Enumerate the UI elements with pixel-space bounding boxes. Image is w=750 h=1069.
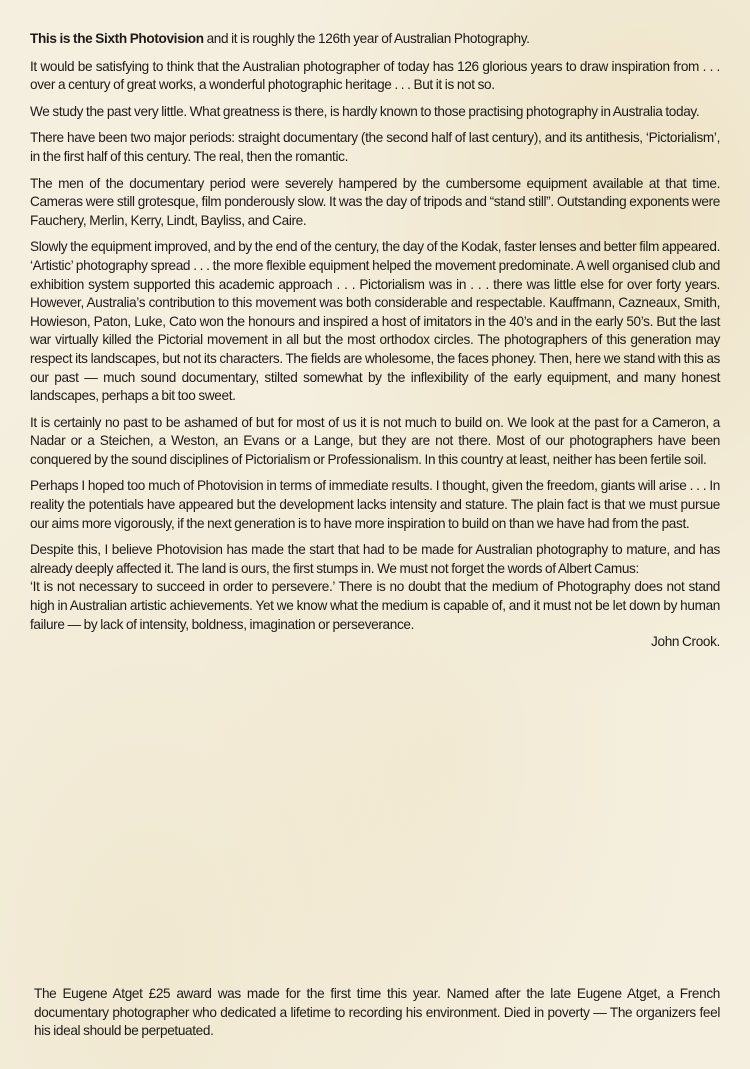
intro-bold-text: This is the Sixth Photovision [30,31,204,46]
intro-text: and it is roughly the 126th year of Australian Photography. [203,31,530,46]
footer-text: The Eugene Atget £25 award was made for the first time this year. Named after the late Eugene Atget, a French documentary photographer who dedicated a lifetime to recording his environment. Died in poverty — The organizers feel his ideal should be perpetuated. [34,986,720,1039]
quote-paragraph: ‘It is not necessary to succeed in order to persevere.’ There is no doubt that the medium of Photography does not stand high in Australian artistic achievements. Yet we know what the medium is capable of, and it must not be let down by human failure — by lack of intensity, boldness, imagination or perseverance. [30,579,720,632]
paragraph: Despite this, I believe Photovision has made the start that had to be made for Australian photography to mature, and has already deeply affected it. The land is ours, the first stumps in. We must not forget the words of Albert Camus: [30,542,720,576]
paragraph: We study the past very little. What greatness is there, is hardly known to those practising photography in Australia today. [30,103,700,119]
paragraph: Perhaps I hoped too much of Photovision in terms of immediate results. I thought, given the freedom, giants will arise . . . In reality the potentials have appeared but the development lacks intensity and stature. The plain fact is that we must pursue our aims more vigorously, if the next generation is to have more inspiration to build on than we have had from the past. [30,478,720,531]
intro-paragraph [30,30,720,49]
footer-note [34,985,720,1049]
paragraph: It is certainly no past to be ashamed of but for most of us it is not much to build on. We look at the past for a Cameron, a Nadar or a Steichen, a Weston, an Evans or a Lange, but they are not there. Most of our photographers have been conquered by the sound disciplines of Pictorialism or Professionalism. In this country at least, neither has been fertile soil. [30,414,720,467]
author-signature: John Crook. [651,634,720,650]
paragraph: It would be satisfying to think that the Australian photographer of today has 126 glorious years to draw inspiration from . . . over a century of great works, a wonderful photographic heritage . . . But it is not so. [30,58,720,93]
paragraph: The men of the documentary period were severely hampered by the cumbersome equipment available at that time. Cameras were still grotesque, film ponderously slow. It was the day of tripods and “stand still”. Outstanding exponents were Fauchery, Merlin, Kerry, Lindt, Bayliss, and Caire. [30,175,720,228]
paragraph: Slowly the equipment improved, and by the end of the century, the day of the Kodak, faster lenses and better film appeared. ‘Artistic’ photography spread . . . the more flexible equipment helped the movement predominate. A well organised club and exhibition system supported this academic approach . . . Pictorialism was in . . . there was little else for over forty years. However, Australia’s contribution to this movement was both considerable and respectable. Kauffmann, Cazneaux, Smith, Howieson, Paton, Luke, Cato won the honours and inspired a host of imitators in the 40’s and in the early 50’s. But the last war virtually killed the Pictorial movement in all but the most orthodox circles. The photographers of this generation may respect its landscapes, but not its characters. The fields are wholesome, the faces phoney. Then, here we stand with this as our past — much sound documentary, stilted somewhat by the inflexibility of the early equipment, and many honest landscapes, perhaps a bit too sweet. [30,239,720,404]
paragraph: There have been two major periods: straight documentary (the second half of last century), and its antithesis, ‘Pictorialism’, in the first half of this century. The real, then the romantic. [30,130,720,164]
article [30,30,720,660]
